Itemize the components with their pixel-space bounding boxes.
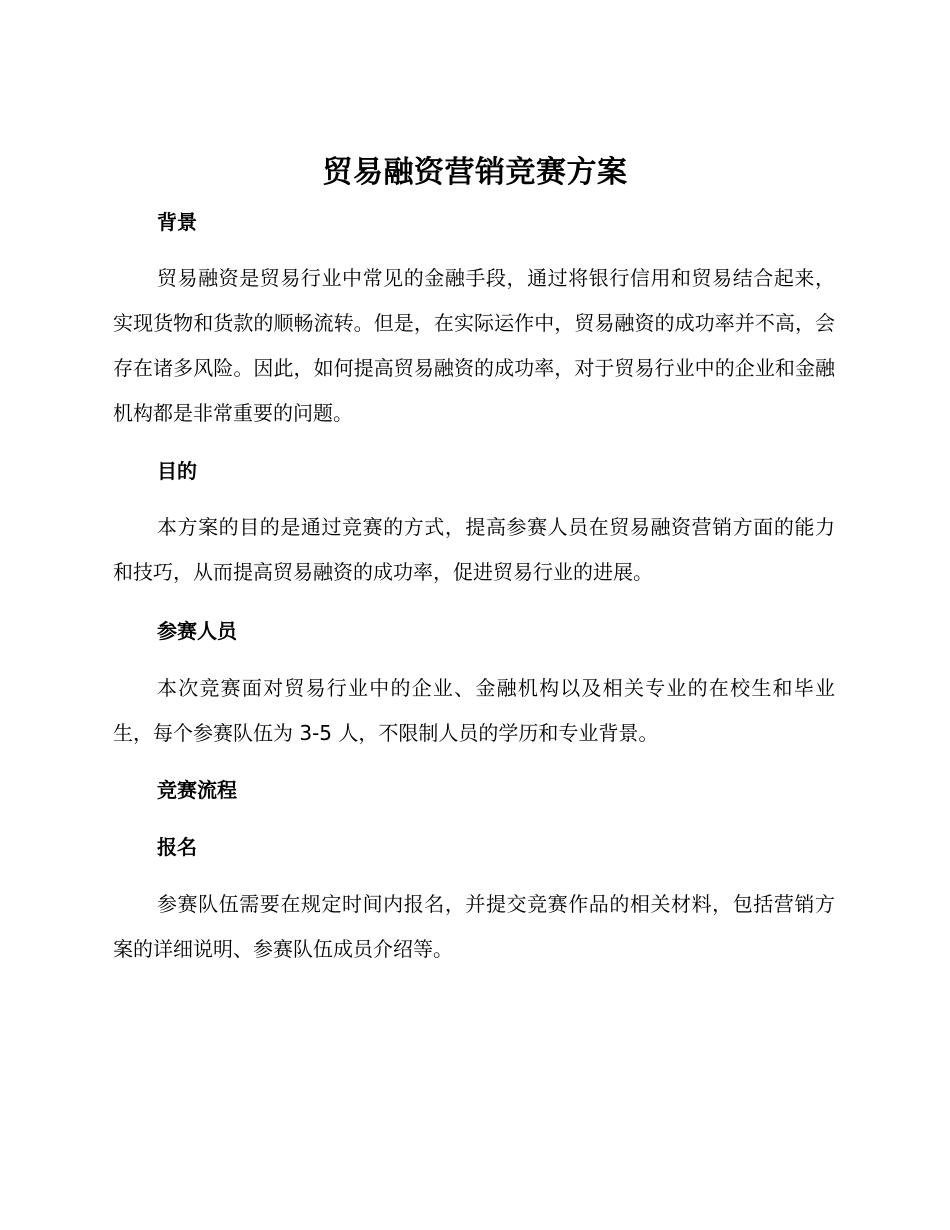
document-title: 贸易融资营销竞赛方案: [322, 155, 628, 190]
section-heading-background: 背景: [157, 210, 197, 234]
section-body-background: 贸易融资是贸易行业中常见的金融手段，通过将银行信用和贸易结合起来，实现货物和货款的顺畅流转。但是，在实际运作中，贸易融资的成功率并不高，会存在诸多风险。因此，如何提高贸易融资的成功率，对于贸易行业中的企业和金融机构都是非常重要的问题。: [113, 266, 835, 425]
section-body-registration: 参赛队伍需要在规定时间内报名，并提交竞赛作品的相关材料，包括营销方案的详细说明、参赛队伍成员介绍等。: [113, 892, 835, 961]
section-body-purpose: 本方案的目的是通过竞赛的方式，提高参赛人员在贸易融资营销方面的能力和技巧，从而提高贸易融资的成功率，促进贸易行业的进展。: [113, 515, 835, 584]
section-body-participants: 本次竞赛面对贸易行业中的企业、金融机构以及相关专业的在校生和毕业生，每个参赛队伍为 3-5 人，不限制人员的学历和专业背景。: [113, 676, 835, 745]
section-heading-participants: 参赛人员: [157, 619, 237, 643]
section-heading-purpose: 目的: [157, 459, 197, 483]
section-heading-process: 竞赛流程: [157, 778, 237, 802]
section-heading-registration: 报名: [157, 835, 197, 859]
